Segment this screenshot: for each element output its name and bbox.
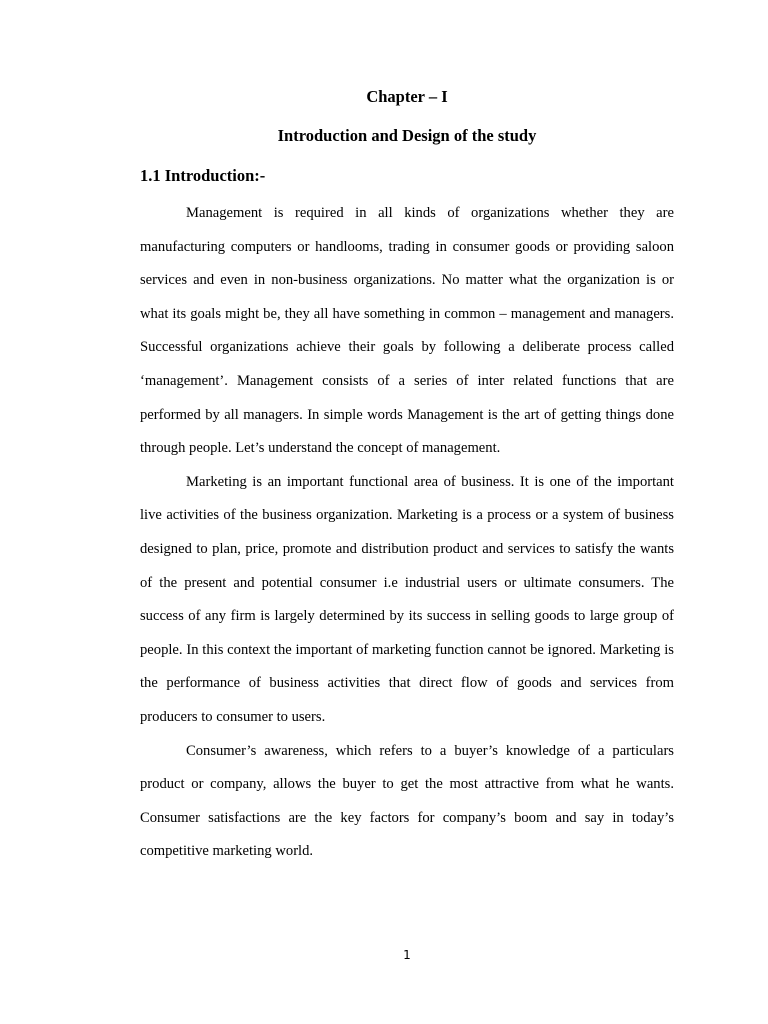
body-text xyxy=(140,197,674,869)
page-number: 1 xyxy=(403,948,411,962)
section-heading: 1.1 Introduction:- xyxy=(140,166,266,185)
chapter-title: Chapter – I xyxy=(366,87,448,106)
paragraph-consumer-awareness: Consumer’s awareness, which refers to a buyer’s knowledge of a particulars product or company, allows the buyer to get the most attractive from what he wants. Consumer satisfactions are the key factors for company’s boom and say in today’s competitive marketing world. xyxy=(140,742,674,860)
paragraph-marketing: Marketing is an important functional area of business. It is one of the important live activities of the business organization. Marketing is a process or a system of business designed to plan, price, promote and distribution product and services to satisfy the wants of the present and potential consumer i.e industrial users or ultimate consumers. The success of any firm is largely determined by its success in selling goods to large group of people. In this context the important of marketing function cannot be ignored. Marketing is the performance of business activities that direct flow of goods and services from producers to consumer to users. xyxy=(140,473,674,725)
chapter-subtitle: Introduction and Design of the study xyxy=(277,126,537,145)
paragraph-management: Management is required in all kinds of organizations whether they are manufacturing computers or handlooms, trading in consumer goods or providing saloon services and even in non-business organizations. No matter what the organization is or what its goals might be, they all have something in common – management and managers. Successful organizations achieve their goals by following a deliberate process called ‘management’. Management consists of a series of inter related functions that are performed by all managers. In simple words Management is the art of getting things done through people. Let’s understand the concept of management. xyxy=(140,205,674,457)
